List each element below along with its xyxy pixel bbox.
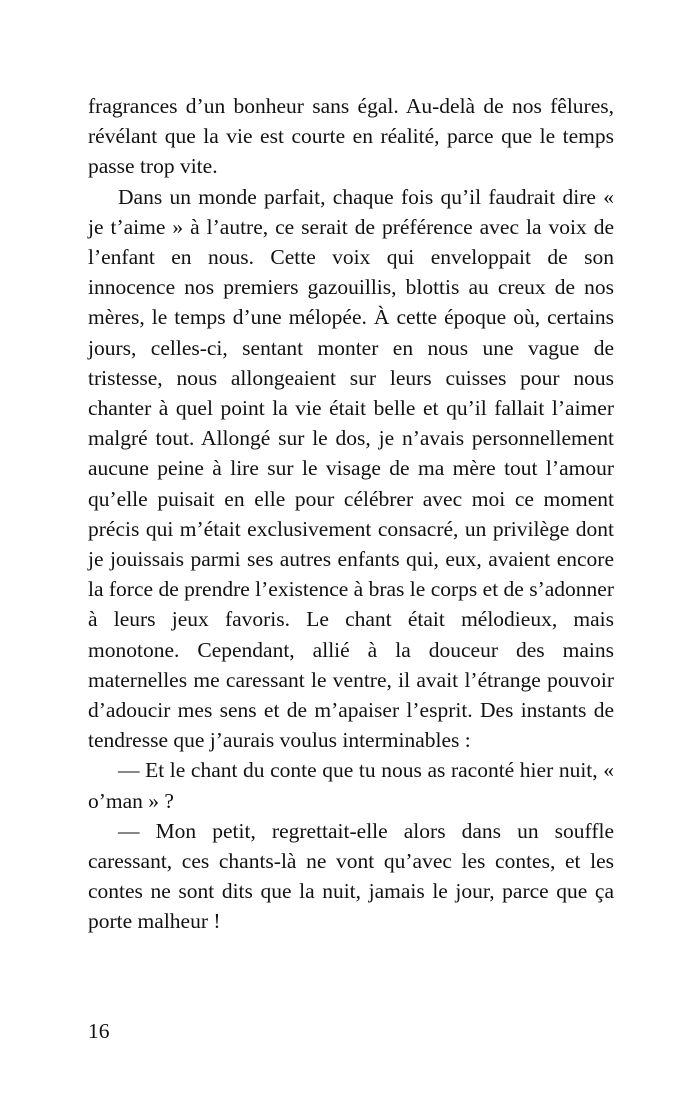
paragraph-continuation: fragrances d’un bonheur sans égal. Au-delà de nos fêlures, révélant que la vie est courte en réalité, parce que le temps passe trop vite.	[88, 94, 614, 179]
dialogue-line-child: — Et le chant du conte que tu nous as raconté hier nuit, « o’man » ?	[88, 758, 614, 813]
dialogue-line-mother: — Mon petit, regrettait-elle alors dans un souffle caressant, ces chants-là ne vont qu’avec les contes, et les contes ne sont dits que la nuit, jamais le jour, parce que ça porte malheur !	[88, 818, 614, 934]
paragraph-narrative: Dans un monde parfait, chaque fois qu’il faudrait dire « je t’aime » à l’autre, ce serait de préférence avec la voix de l’enfant en nous. Cette voix qui enveloppait de son innocence nos premiers gazouillis, blottis au creux de nos mères, le temps d’une mélopée. À cette époque où, certains jours, celles-ci, sentant monter en nous une vague de tristesse, nous allongeaient sur leurs cuisses pour nous chanter à quel point la vie était belle et qu’il fallait l’aimer malgré tout. Allongé sur le dos, je n’avais personnellement aucune peine à lire sur le visage de ma mère tout l’amour qu’elle puisait en elle pour célébrer avec moi ce moment précis qui m’était exclusivement consacré, un privilège dont je jouissais parmi ses autres enfants qui, eux, avaient encore la force de prendre l’existence à bras le corps et de s’adonner à leurs jeux favoris. Le chant était mélodieux, mais monotone. Cependant, allié à la douceur des mains maternelles me caressant le ventre, il avait l’étrange pouvoir d’adoucir mes sens et de m’apaiser l’esprit. Des instants de tendresse que j’aurais voulus interminables :	[88, 184, 614, 753]
page-number: 16	[88, 1019, 110, 1043]
body-text	[88, 91, 614, 937]
